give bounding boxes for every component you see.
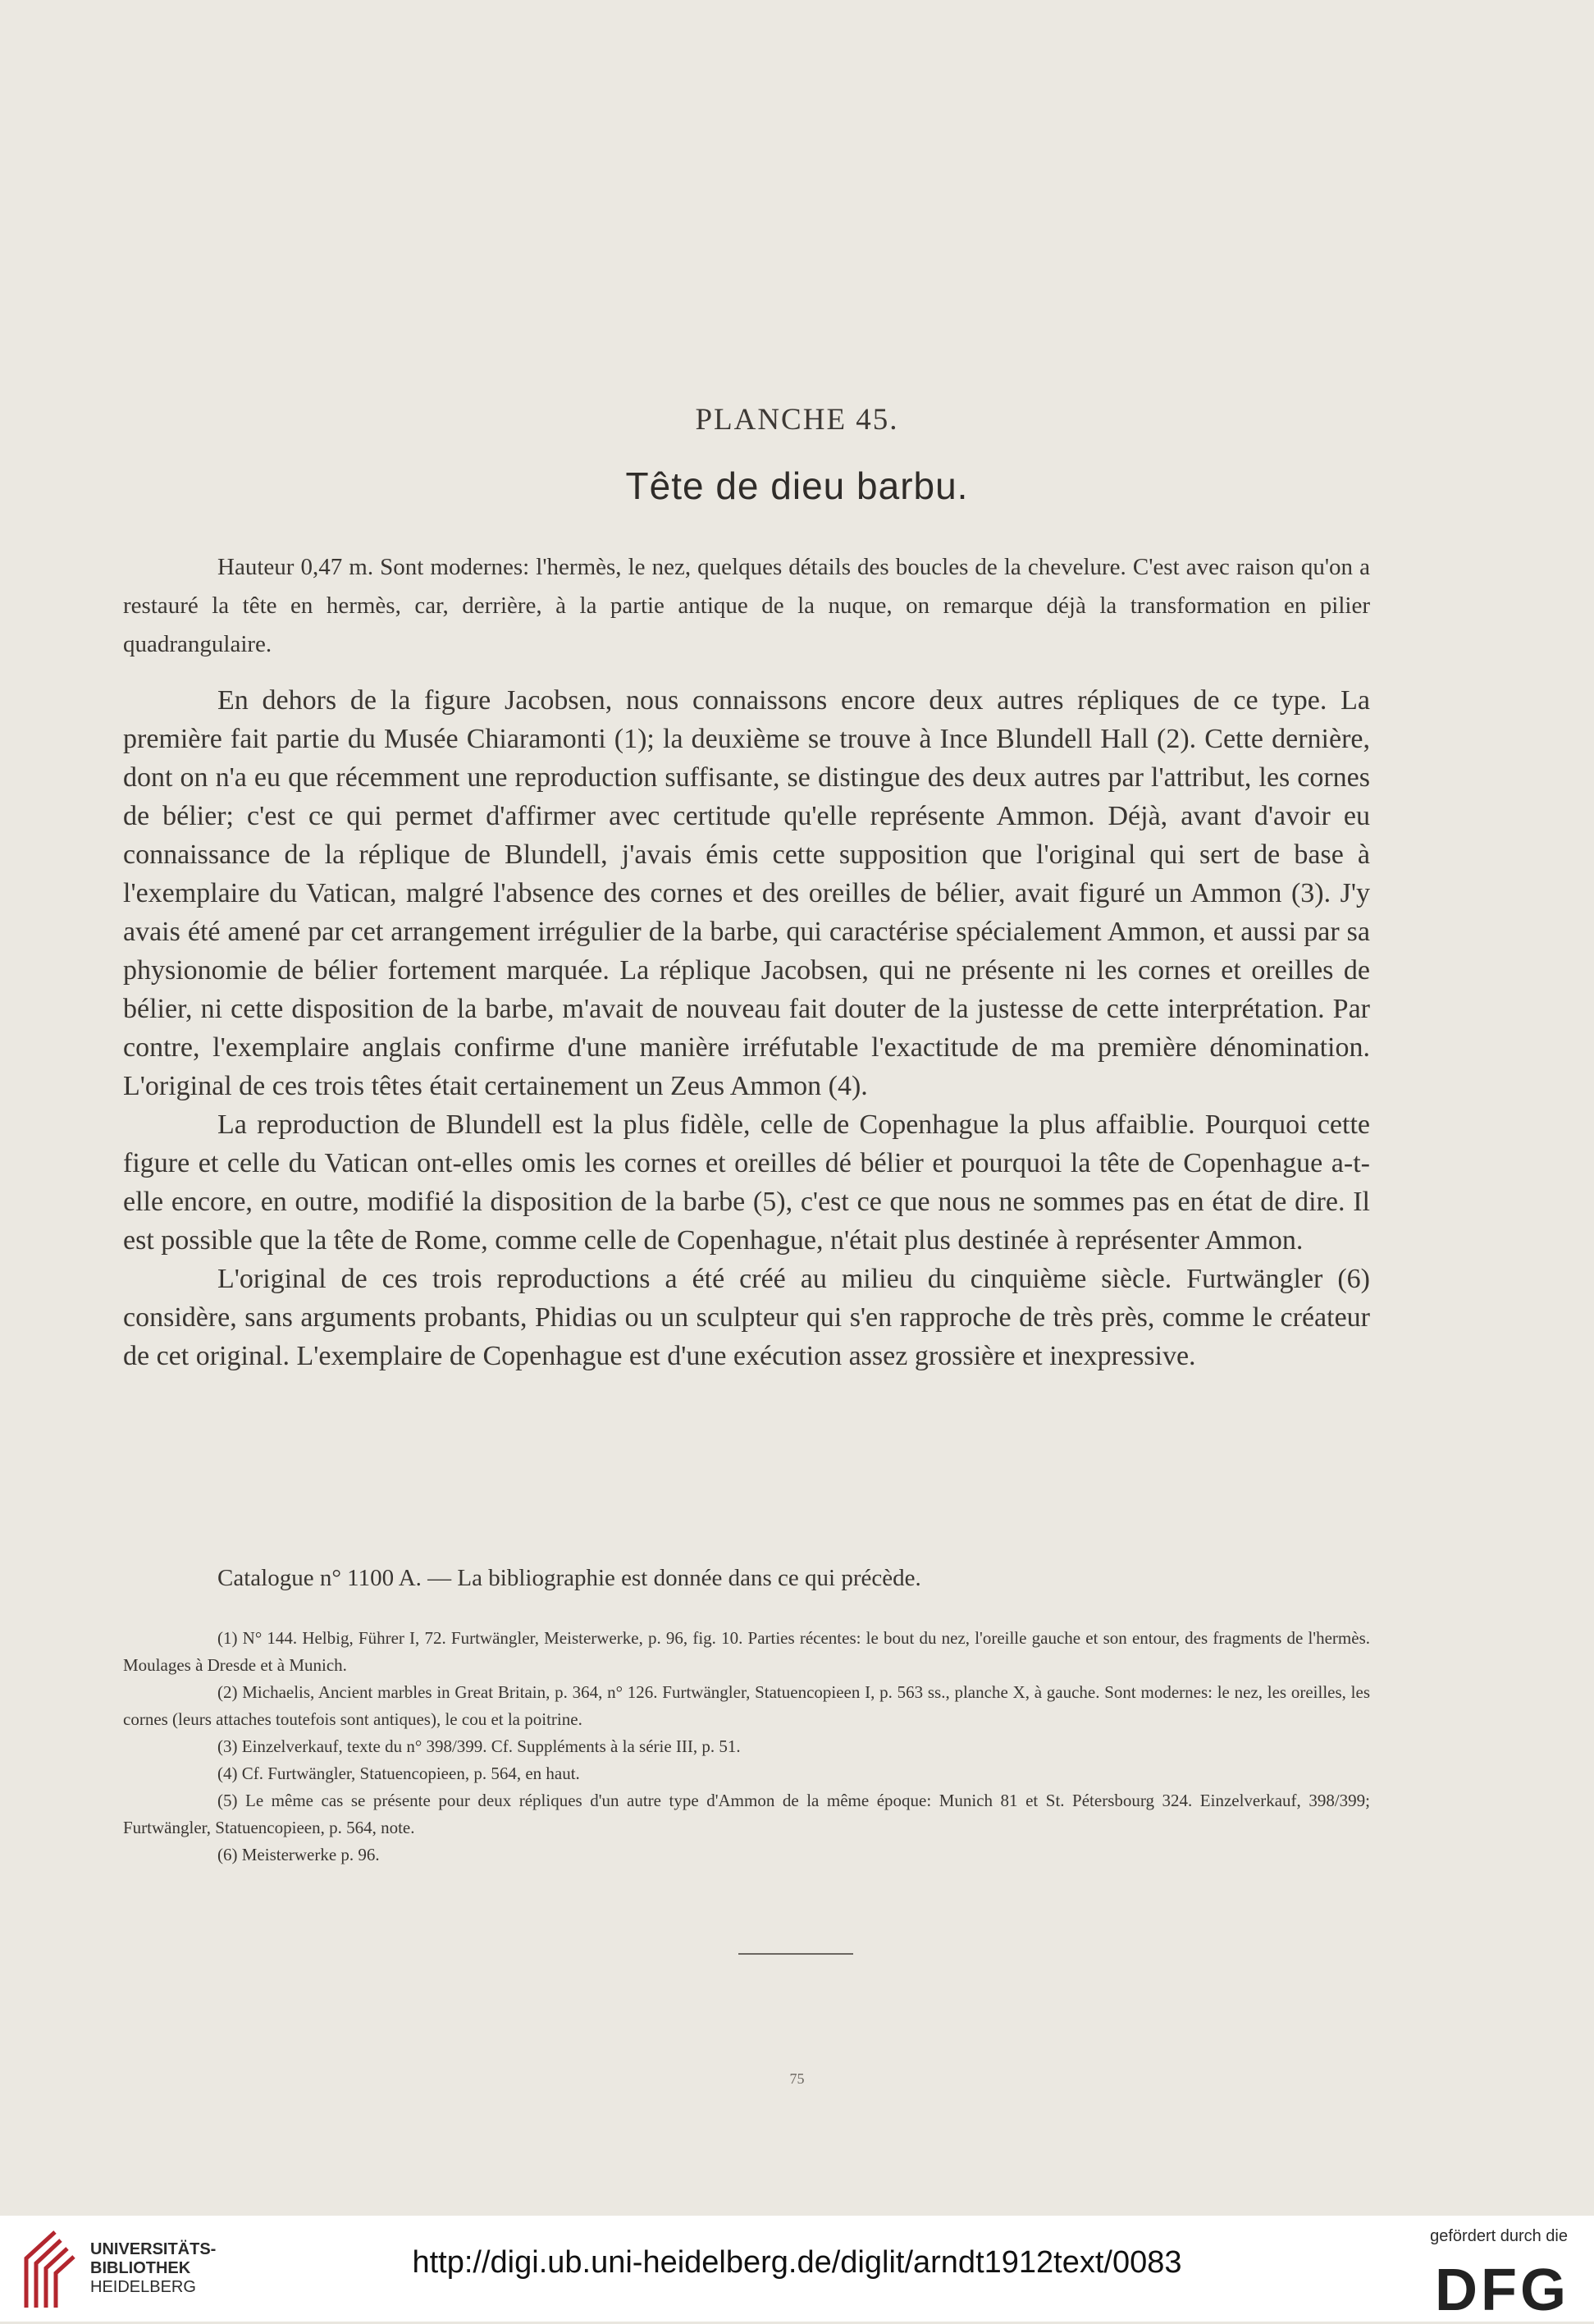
page-number: 75 <box>789 2070 805 2087</box>
permalink-url[interactable]: http://digi.ub.uni-heidelberg.de/diglit/arndt1912text/0083 <box>412 2245 1182 2280</box>
footnote-4: (4) Cf. Furtwängler, Statuencopieen, p. 564, en haut. <box>217 1764 580 1783</box>
paragraph-2: La reproduction de Blundell est la plus fidèle, celle de Copenhague la plus affaiblie. Pourquoi cette figure et celle du Vatican ont-elles omis les cornes et oreilles dé bélier et pourquoi la tête de Copenhague a-t-elle encore, en outre, modifié la disposition de la barbe (5), c'est ce que nous ne sommes pas en état de dire. Il est possible que la tête de Rome, comme celle de Copenhague, n'était plus destinée à représenter Ammon. <box>123 1109 1370 1256</box>
page-title: Tête de dieu barbu. <box>625 464 969 507</box>
body-text <box>123 681 1370 1375</box>
intro-paragraph: Hauteur 0,47 m. Sont modernes: l'hermès, le nez, quelques détails des boucles de la chevelure. C'est avec raison qu'on a restauré la tête en hermès, car, derrière, à la partie antique de la nuque, on remarque déjà la transformation en pilier quadrangulaire. <box>123 554 1370 657</box>
dfg-logo: DFG <box>1435 2258 1569 2323</box>
funding-label: gefördert durch die <box>1430 2227 1568 2245</box>
plate-number: PLANCHE 45. <box>695 403 899 437</box>
footnote-3: (3) Einzelverkauf, texte du n° 398/399. Cf. Suppléments à la série III, p. 51. <box>217 1736 741 1756</box>
viewer-footer <box>0 2216 1594 2322</box>
library-line-2: BIBLIOTHEK <box>90 2259 191 2277</box>
footnote-6: (6) Meisterwerke p. 96. <box>217 1845 380 1864</box>
paragraph-1: En dehors de la figure Jacobsen, nous connaissons encore deux autres répliques de ce type. La première fait partie du Musée Chiaramonti (1); la deuxième se trouve à Ince Blundell Hall (2). Cette dernière, dont on n'a eu que récemment une reproduction suffisante, se distingue des deux autres par l'attribut, les cornes de bélier; c'est ce qui permet d'affirmer avec certitude qu'elle représente Ammon. Déjà, avant d'avoir eu connaissance de la réplique de Blundell, j'avais émis cette supposition que l'original qui sert de base à l'exemplaire du Vatican, malgré l'absence des cornes et des oreilles de bélier, avait figuré un Ammon (3). J'y avais été amené par cet arrangement irrégulier de la barbe, qui caractérise spécialement Ammon, et aussi par sa physionomie de bélier fortement marquée. La réplique Jacobsen, qui ne présente ni les cornes et oreilles de bélier, ni cette disposition de la barbe, m'avait de nouveau fait douter de la justesse de cette interprétation. Par contre, l'exemplaire anglais confirme d'une manière irréfutable l'exactitude de ma première dénomination. L'original de ces trois têtes était certainement un Zeus Ammon (4). <box>123 685 1370 1101</box>
paragraph-3: L'original de ces trois reproductions a été créé au milieu du cinquième siècle. Furtwängler (6) considère, sans arguments probants, Phidias ou un sculpteur qui s'en rapproche de très près, comme le créateur de cet original. L'exemplaire de Copenhague est d'une exécution assez grossière et inexpressive. <box>123 1264 1370 1371</box>
footnote-5: (5) Le même cas se présente pour deux répliques d'un autre type d'Ammon de la même époque: Munich 81 et St. Pétersbourg 324. Einzelverkauf, 398/399; Furtwängler, Statuencopieen, p. 564, note. <box>123 1791 1370 1837</box>
catalogue-line: Catalogue n° 1100 A. — La bibliographie est donnée dans ce qui précède. <box>217 1565 921 1591</box>
library-line-1: UNIVERSITÄTS- <box>90 2240 217 2258</box>
divider-rule <box>738 1953 853 1955</box>
footnote-2: (2) Michaelis, Ancient marbles in Great Britain, p. 364, n° 126. Furtwängler, Statuencopieen I, p. 563 ss., planche X, à gauche. Sont modernes: le nez, les oreilles, les cornes (leurs attaches toutefois sont antiques), le cou et la poitrine. <box>123 1682 1370 1729</box>
library-line-3: HEIDELBERG <box>90 2278 196 2296</box>
footnotes <box>123 1625 1370 1869</box>
footnote-1: (1) N° 144. Helbig, Führer I, 72. Furtwängler, Meisterwerke, p. 96, fig. 10. Parties récentes: le bout du nez, l'oreille gauche et son entour, des fragments de l'hermès. Moulages à Dresde et à Munich. <box>123 1628 1370 1675</box>
